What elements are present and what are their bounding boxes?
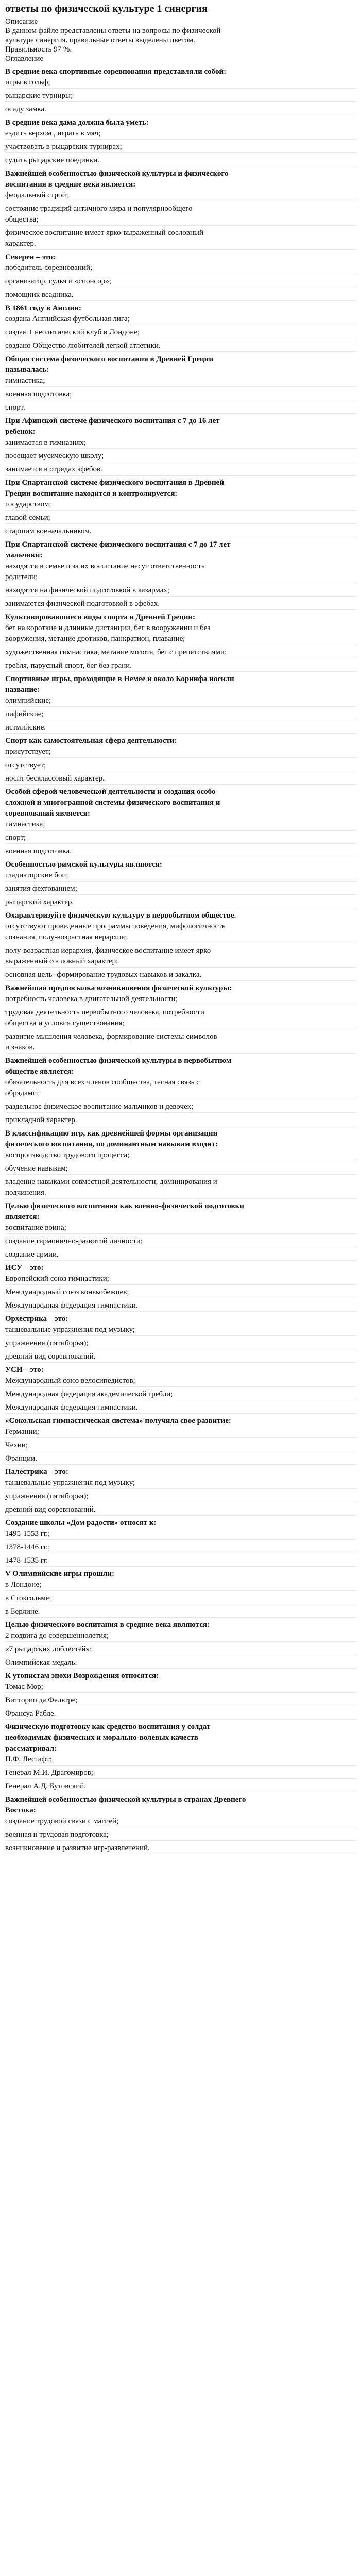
question-text: Важнейшей особенностью физической культуры и физического [5,170,229,178]
question-text: Спортивные игры, проходящие в Немее и около Коринфа носили [5,675,234,683]
answer-option [5,1287,357,1298]
qa-block [5,1467,357,1518]
answer-text: гимнастика; [5,377,45,385]
answer-text: главой семьи; [5,514,50,522]
answer-option [5,1389,357,1400]
answer-option [5,1427,357,1437]
answer-option [5,1236,357,1247]
answer-text: 1478-1535 гг. [5,1556,48,1565]
question-text: Охарактеризуйте физическую культуру в первобытном обществе. [5,911,236,920]
answer-text: отсутствует; [5,761,46,769]
answer-option [5,1816,357,1827]
answer-text: общества и условия существования; [5,1019,125,1027]
answer-text: древний вид соревнований. [5,1352,96,1361]
question-text: сложной и многогранной системы физического воспитания и [5,799,220,807]
answer-text: Чехии; [5,1441,28,1449]
answer-option [5,1101,357,1112]
answer-text: бег на короткие и длинные дистанции, бег в вооружении и без [5,624,211,632]
answer-option [5,437,357,448]
qa-block [5,674,357,736]
description-line: культуре синергия. правильные ответы выделены цветом. [5,36,195,44]
answer-option [5,1031,357,1053]
qa-block [5,787,357,859]
answer-text: истмийские. [5,723,46,732]
answer-option [5,585,357,596]
qa-block [5,1314,357,1365]
qa-block [5,66,357,117]
answer-text: присутствует; [5,748,51,756]
answer-option [5,994,357,1005]
answer-option [5,696,357,706]
answer-text: Международный союз велосипедистов; [5,1377,135,1385]
answer-text: основная цель- формирование трудовых навыков и закалка. [5,971,202,979]
answer-text: создание гармонично-развитой личности; [5,1237,143,1245]
question-text: Греции воспитание находится и контролируется: [5,489,178,498]
qa-block [5,539,357,612]
answer-text: носит бесклассовый характер. [5,774,105,783]
answer-text: занимаются физической подготовкой в эфебах. [5,600,160,608]
qa-block [5,252,357,303]
qa-block [5,1569,357,1620]
answer-option [5,1768,357,1778]
answer-text: старшим военачальником. [5,527,92,535]
answer-option [5,1504,357,1515]
answer-text: общества; [5,215,39,224]
qa-list [5,66,357,1856]
answer-option [5,402,357,413]
answer-option [5,1007,357,1029]
question-text: К утопистам эпохи Возрождения относятся: [5,1672,159,1680]
question-text: Особой сферой человеческой деятельности и создания особо [5,788,216,796]
answer-text: полу-возрастная иерархия, физическое воспитание имеет ярко [5,946,211,955]
answer-option [5,561,357,583]
answer-option [5,833,357,843]
answer-text: раздельное физическое воспитание мальчиков и девочек; [5,1103,194,1111]
answer-text: упражнения (пятиборья); [5,1339,89,1347]
answer-text: 1495-1553 гг.; [5,1530,50,1538]
answer-text: состояние традиций античного мира и популярнообщего [5,205,193,213]
answer-text: государством; [5,500,51,509]
question-text: Целью физического воспитания как военно-физической подготовки [5,1202,244,1210]
answer-option [5,1077,357,1099]
question-text: Создание школы «Дом радости» относят к: [5,1519,157,1527]
answer-text: Томас Мор; [5,1683,43,1691]
answer-option [5,1376,357,1386]
answer-text: военная и трудовая подготовка; [5,1831,109,1839]
answer-option [5,945,357,967]
answer-option [5,290,357,300]
question-text: Орхестрика – это: [5,1315,68,1323]
answer-option [5,228,357,249]
answer-option [5,1631,357,1641]
answer-text: развитие мышления человека, формирование системы символов [5,1032,217,1041]
answer-option [5,773,357,784]
answer-option [5,1829,357,1840]
page-title: ответы по физической культуре 1 синергия [5,3,208,14]
answer-option [5,327,357,338]
answer-option [5,747,357,757]
answer-option [5,1606,357,1617]
answer-option [5,513,357,523]
description-line: Правильность 97 %. [5,45,72,54]
answer-option [5,341,357,351]
answer-option [5,142,357,152]
question-text: ребенок: [5,428,36,436]
answer-text: художественная гимнастика, метание молота, бег с препятствиями; [5,648,227,656]
question-text: Важнейшей особенностью физической культуры в первобытном [5,1057,232,1065]
answer-text: игры в гольф; [5,78,50,87]
qa-block [5,983,357,1056]
answer-text: спорт. [5,403,25,412]
question-text: называлась: [5,366,49,374]
answer-option [5,1453,357,1464]
answer-option [5,1223,357,1233]
qa-block [5,859,357,910]
description-section [5,17,357,63]
question-text: воспитания в средние века является: [5,180,136,189]
answer-text: занятия фехтованием; [5,885,77,893]
answer-text: создан 1 неолитический клуб в Лондоне; [5,328,140,336]
answer-text: «7 рыцарских доблестей»; [5,1645,92,1653]
qa-block [5,1128,357,1201]
answer-text: Витторио да Фельтре; [5,1696,78,1704]
answer-text: Франции. [5,1454,37,1463]
answer-option [5,1177,357,1198]
answer-option [5,1657,357,1668]
qa-block [5,354,357,416]
answer-option [5,647,357,658]
answer-option [5,1580,357,1590]
answer-option [5,660,357,671]
answer-text: Олимпийская медаль. [5,1658,77,1667]
answer-text: Генерал А.Д. Бутовский. [5,1782,87,1790]
answer-option [5,1478,357,1488]
answer-option [5,1555,357,1566]
answer-text: рыцарский характер. [5,898,74,906]
answer-option [5,1593,357,1604]
question-text: Целью физического воспитания в средние века являются: [5,1621,210,1629]
answer-text: возникновение и развитие игр-развлечений. [5,1844,150,1852]
question-text: Особенностью римской культуры являются: [5,860,162,869]
answer-text: родители; [5,573,38,581]
question-text: физического воспитания, по доминантным навыкам входит: [5,1140,218,1148]
answer-text: характер. [5,240,36,248]
question-text: Секерен – это: [5,253,56,261]
answer-option [5,1491,357,1502]
qa-block [5,910,357,983]
answer-option [5,451,357,462]
question-text: УСИ – это: [5,1366,44,1374]
answer-text: Германии; [5,1428,39,1436]
answer-text: Международный союз конькобежцев; [5,1288,129,1296]
answer-option [5,1781,357,1792]
question-text: название: [5,686,40,694]
question-text: соревнований является: [5,809,90,818]
qa-block [5,612,357,674]
qa-block [5,1794,357,1856]
description-label: Описание [5,18,38,26]
question-text: V Олимпийские игры прошли: [5,1570,114,1578]
answer-text: танцевальные упражнения под музыку; [5,1326,135,1334]
answer-option [5,970,357,980]
question-text: мальчики: [5,551,43,560]
answer-option [5,91,357,101]
answer-text: в Лондоне; [5,1581,42,1589]
answer-option [5,1338,357,1349]
question-text: необходимых физических и морально-волевых качеств [5,1734,198,1742]
answer-option [5,1529,357,1539]
answer-option [5,263,357,274]
answer-text: помощник всадника. [5,291,74,299]
answer-text: Генерал М.И. Драгомиров; [5,1769,93,1777]
qa-block [5,1201,357,1263]
toc-label: Оглавление [5,55,44,63]
question-text: Востока: [5,1806,36,1815]
answer-text: вооружения, метание дротиков, панкратион, плавание; [5,635,185,643]
question-text: При Спартанской системе физического воспитания с 7 до 17 лет [5,540,231,549]
answer-text: рыцарские турниры; [5,92,73,100]
answer-option [5,709,357,720]
answer-option [5,1115,357,1126]
answer-text: в Стокгольме; [5,1594,51,1602]
question-text: рассматривал: [5,1744,57,1753]
answer-text: выраженный сословный характер; [5,957,118,965]
answer-option [5,1644,357,1655]
answer-text: занимается в отрядах эфебов. [5,465,102,473]
answer-text: обязательность для всех членов сообщества, тесная связь с [5,1078,200,1087]
qa-block [5,1365,357,1416]
answer-text: гребля, парусный спорт, бег без грани. [5,662,132,670]
answer-option [5,389,357,400]
answer-text: отсутствуют проведенные программы поведения, мифологичность [5,922,226,930]
answer-text: воспроизводство трудового процесса; [5,1151,130,1159]
qa-block [5,1263,357,1314]
answer-option [5,128,357,139]
answer-option [5,1150,357,1161]
answer-text: находятся в семье и за их воспитание несут ответственность [5,562,205,570]
answer-text: судить рыцарские поединки. [5,156,99,164]
answer-option [5,1351,357,1362]
answer-text: создание армии. [5,1250,59,1259]
answer-text: танцевальные упражнения под музыку; [5,1479,135,1487]
answer-text: 2 подвига до совершеннолетия; [5,1632,109,1640]
answer-text: гладиаторские бои; [5,871,68,879]
answer-option [5,1708,357,1719]
answer-option [5,870,357,881]
answer-text: военная подготовка. [5,847,72,855]
answer-option [5,104,357,115]
answer-text: занимается в гимназиях; [5,438,87,447]
question-text: Важнейшая предпосылка возникновения физической культуры: [5,984,232,992]
question-text: Важнейшей особенностью физической культуры в странах Древнего [5,1795,246,1804]
answer-text: владение навыками совместной деятельности, доминирования и [5,1178,217,1186]
answer-option [5,884,357,894]
answer-option [5,722,357,733]
question-text: Культивировавшиеся виды спорта в Древней Греции: [5,613,196,621]
answer-text: воспитание воина; [5,1224,66,1232]
answer-option [5,190,357,201]
answer-text: участвовать в рыцарских турнирах; [5,143,122,151]
answer-text: создание трудовой связи с магией; [5,1817,119,1825]
answer-option [5,897,357,908]
qa-block [5,1518,357,1569]
answer-text: посещает мусическую школу; [5,452,104,460]
qa-block [5,1722,357,1794]
qa-block [5,1620,357,1671]
answer-text: феодальный строй; [5,191,68,199]
answer-text: обрядами; [5,1089,39,1097]
answer-text: Международная федерация академической гребли; [5,1390,173,1398]
answer-option [5,1682,357,1692]
qa-block [5,478,357,539]
divider [5,1854,357,1856]
question-text: В средние века спортивные соревнования представляли собой: [5,67,227,76]
qa-block [5,1416,357,1467]
question-text: В классификацию игр, как древнейшей формы организации [5,1129,218,1138]
answer-text: древний вид соревнований. [5,1505,96,1514]
answer-option [5,276,357,287]
answer-option [5,1300,357,1311]
answer-text: потребность человека в двигательной деятельности; [5,995,178,1003]
question-text: «Сокольская гимнастическая система» получила свое развитие: [5,1417,231,1425]
question-text: В 1861 году в Англии: [5,304,81,312]
answer-option [5,464,357,475]
question-text: Физическую подготовку как средство воспитания у солдат [5,1723,211,1731]
answer-option [5,846,357,857]
answer-text: Международная федерация гимнастики. [5,1301,138,1310]
answer-option [5,921,357,943]
answer-text: и знаков. [5,1043,35,1052]
question-text: При Спартанской системе физического воспитания в Древней [5,479,224,487]
answer-text: военная подготовка; [5,390,72,398]
answer-option [5,1695,357,1706]
answer-text: олимпийские; [5,697,51,705]
answer-text: Европейский союз гимнастики; [5,1275,109,1283]
answer-text: трудовая деятельность первобытного человека, потребности [5,1008,204,1016]
answer-text: Международная федерация гимнастики. [5,1403,138,1412]
qa-block [5,117,357,168]
answer-text: физическое воспитание имеет ярко-выраженный сословный [5,229,203,237]
answer-text: создано Общество любителей легкой атлетики. [5,342,161,350]
question-text: Общая система физического воспитания в Древней Греции [5,355,213,363]
answer-option [5,1754,357,1765]
answer-option [5,77,357,88]
answer-text: сознания, полу-возрастная иерархия; [5,933,127,941]
answer-option [5,1274,357,1284]
answer-text: создана Английская футбольная лига; [5,315,130,323]
answer-option [5,499,357,510]
answer-text: осаду замка. [5,105,46,113]
answer-option [5,1843,357,1854]
answer-option [5,760,357,771]
answer-text: спорт; [5,834,26,842]
qa-block [5,736,357,787]
answer-text: Франсуа Рабле. [5,1709,56,1718]
answer-text: гимнастика; [5,820,45,828]
qa-block [5,303,357,354]
qa-block [5,416,357,478]
answer-option [5,1402,357,1413]
answer-option [5,1440,357,1451]
answer-text: прикладной характер. [5,1116,77,1124]
answer-option [5,623,357,645]
answer-option [5,1325,357,1335]
answer-text: П.Ф. Лесгафт; [5,1755,52,1764]
description-line: В данном файле представлены ответы на вопросы по физической [5,27,221,35]
question-text: Палестрика – это: [5,1468,68,1476]
answer-text: 1378-1446 гг.; [5,1543,50,1551]
answer-option [5,314,357,325]
answer-option [5,819,357,830]
qa-block [5,1671,357,1722]
question-text: ИСУ – это: [5,1264,44,1272]
question-text: При Афинской системе физического воспитания с 7 до 16 лет [5,417,220,425]
answer-text: в Берлине. [5,1607,40,1616]
question-text: обществе является: [5,1067,74,1076]
answer-text: пифийские; [5,710,44,718]
answer-option [5,599,357,609]
answer-option [5,155,357,166]
answer-option [5,1249,357,1260]
answer-text: упражнения (пятиборья); [5,1492,89,1500]
answer-option [5,376,357,386]
question-text: В средние века дама должна была уметь: [5,118,149,127]
question-text: Спорт как самостоятельная сфера деятельности: [5,737,177,745]
answer-text: подчинения. [5,1189,46,1197]
question-text: является: [5,1213,40,1221]
answer-option [5,526,357,537]
answer-text: обучение навыкам; [5,1164,68,1173]
answer-option [5,1163,357,1174]
qa-block [5,168,357,252]
answer-text: организатор, судья и «спонсор»; [5,277,111,285]
qa-block [5,1056,357,1128]
answer-text: победитель соревнований; [5,264,93,272]
answer-text: ездить верхом , играть в мяч; [5,129,101,138]
answer-text: находятся на физической подготовкой в казармах; [5,586,170,595]
answer-option [5,1542,357,1553]
answer-option [5,204,357,225]
